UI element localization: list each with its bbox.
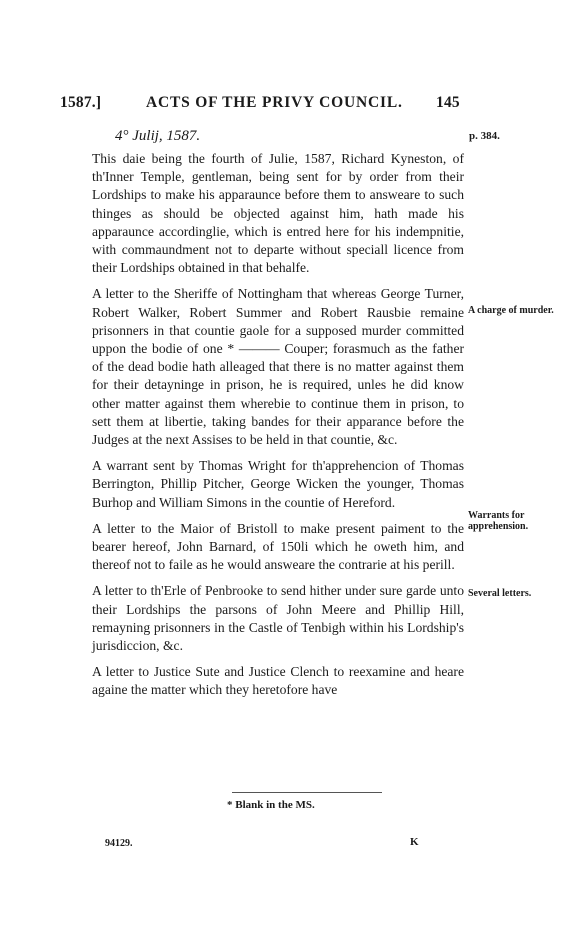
running-title: ACTS OF THE PRIVY COUNCIL. xyxy=(146,94,403,111)
header-year: 1587.] xyxy=(60,94,102,111)
paragraph-justice-sute: A letter to Justice Sute and Justice Clench to reexamine and heare againe the matter which they heretofore have xyxy=(92,664,464,698)
footnote: * Blank in the MS. xyxy=(227,799,315,811)
paragraph-maior-bristoll: A letter to the Maior of Bristoll to make present paiment to the bearer hereof, John Barnard, of 150li which he oweth him, and thereof not to faile as he would answeare the contrarie at his perill. xyxy=(92,520,464,573)
paragraph-erle-penbrooke: A letter to th'Erle of Penbrooke to send hither under sure garde unto their Lordships the parsons of John Meere and Phillip Hill, remayning prisonners in the Castle of Tenbigh within his Lordship's jurisdiccion, &c. xyxy=(92,583,464,654)
entry-date: 4° Julij, 1587. xyxy=(115,128,201,144)
margin-note-warrants: Warrants for apprehension. xyxy=(468,510,529,532)
margin-page-reference: p. 384. xyxy=(469,130,500,142)
printer-signature: 94129. xyxy=(105,838,133,849)
gathering-mark: K xyxy=(410,836,419,848)
paragraph-warrant-wright: A warrant sent by Thomas Wright for th'apprehencion of Thomas Berrington, Phillip Pitcher, George Wicken the younger, Thomas Burhop and William Simons in the countie of Hereford. xyxy=(92,458,464,510)
page-number: 145 xyxy=(436,94,460,111)
margin-note-charge: A charge of murder. xyxy=(468,305,554,316)
paragraph-kyneston: This daie being the fourth of Julie, 1587, Richard Kyneston, of th'Inner Temple, gentleman, being sent for by order from their Lordships to make his apparaunce before them to answeare to such thinges as should be objected against him, hath made his apparaunce accordinglie, which is entred here for his indempnitie, with commaundment not to departe without speciall licence from their Lordships obtained in that behalfe. xyxy=(92,151,464,276)
document-body xyxy=(92,150,464,700)
margin-note-letters: Several letters. xyxy=(468,588,532,599)
paragraph-sheriffe-nottingham: A letter to the Sheriffe of Nottingham that whereas George Turner, Robert Walker, Robert Summer and Robert Rausbie remaine prisonners in that countie gaole for a supposed murder committed uppon the bodie of one * ——— Couper; forasmuch as the father of the dead bodie hath alleaged that there is no matter against them for their detayninge in prison, he is required, unles he did know other matter against them wherebie to continue them in prison, to sett them at libertie, taking bandes for their apparance before the Judges at the next Assises to be held in that countie, &c. xyxy=(92,286,464,448)
footnote-divider xyxy=(232,792,382,793)
